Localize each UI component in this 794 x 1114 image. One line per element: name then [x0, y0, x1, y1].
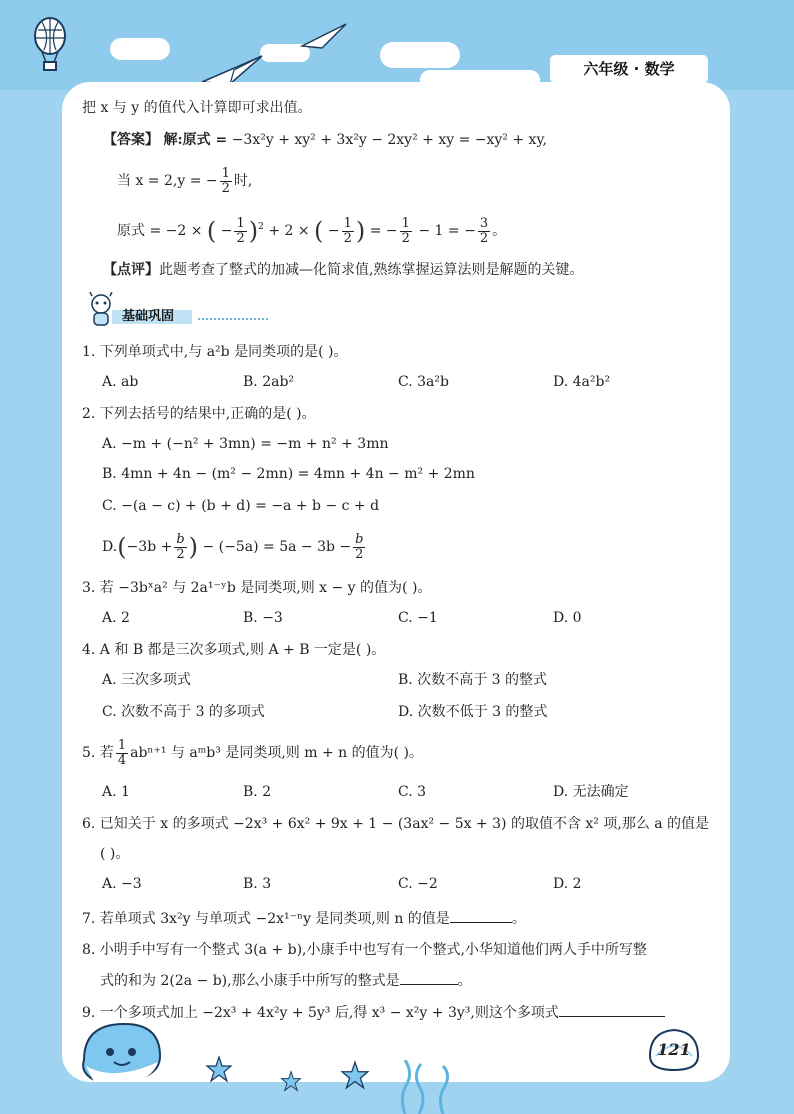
section-title-text: 基础巩固	[122, 309, 175, 324]
q4-option-a: A. 三次多项式	[102, 672, 192, 688]
q2-option-b: B. 4mn + 4n − (m² − 2mn) = 4mn + 4n − m² + 2mn	[102, 466, 475, 482]
answer-line	[103, 130, 547, 150]
answer-label: 【答案】	[103, 132, 159, 148]
answer-blank[interactable]	[559, 1002, 665, 1017]
comment-text: 此题考查了整式的加减—化简求值,熟练掌握运算法则是解题的关键。	[159, 262, 584, 278]
q6-option-c: C. −2	[398, 876, 438, 892]
fraction: $\frac{b}{2}$	[355, 531, 364, 562]
q6-option-b: B. 3	[243, 876, 272, 892]
q1-option-c: C. 3a²b	[398, 374, 449, 390]
fraction: $\frac{1}{2}$	[401, 215, 410, 246]
question-8-line1: 8. 小明手中写有一个整式 3(a + b),小康手中也写有一个整式,小华知道他们两人手中所写整	[82, 942, 647, 958]
q5-option-c: C. 3	[398, 784, 427, 800]
q2-option-a: A. −m + (−n² + 3mn) = −m + n² + 3mn	[102, 436, 389, 452]
q3-option-c: C. −1	[398, 610, 438, 626]
question-6-stem: 6. 已知关于 x 的多项式 −2x³ + 6x² + 9x + 1 − (3ax² − 5x + 3) 的取值不含 x² 项,那么 a 的值是	[82, 816, 710, 832]
grade-subject-badge: 六年级 · 数学	[550, 55, 708, 83]
question-1-stem: 1. 下列单项式中,与 a²b 是同类项的是( )。	[82, 344, 348, 360]
page-number: 121	[657, 1040, 691, 1059]
q4-option-c: C. 次数不高于 3 的多项式	[102, 704, 265, 720]
solution-intro: 把 x 与 y 的值代入计算即可求出值。	[82, 100, 312, 116]
q5-option-b: B. 2	[243, 784, 272, 800]
q6-option-d: D. 2	[553, 876, 582, 892]
fraction: $\frac{1}{2}$	[236, 215, 245, 246]
question-8-line2: 式的和为 2(2a − b),那么小康手中所写的整式是 。	[100, 970, 472, 991]
answer-blank[interactable]	[450, 908, 512, 923]
q1-option-a: A. ab	[102, 374, 139, 390]
q1-option-d: D. 4a²b²	[553, 374, 611, 390]
fraction: $\frac{3}{2}$	[479, 215, 489, 246]
q2-option-c: C. −(a − c) + (b + d) = −a + b − c + d	[102, 498, 380, 514]
q2-option-d: D.(−3b + $\frac{b}{2}$ ) − (−5a) = 5a − 3b − $\frac{b}{2}$	[102, 531, 364, 562]
comment-line	[103, 260, 583, 280]
q4-option-d: D. 次数不低于 3 的整式	[398, 704, 548, 720]
q3-option-b: B. −3	[243, 610, 283, 626]
question-9: 9. 一个多项式加上 −2x³ + 4x²y + 5y³ 后,得 x³ − x²y + 3y³,则这个多项式	[82, 1002, 665, 1023]
calculation-line: 原式 = −2 × ( − $\frac{1}{2}$ )$^2$ + 2 × ( − $\frac{1}{2}$ ) = − $\frac{1}{2}$ − 1 = − $\frac{3}{2}$ 。	[117, 215, 507, 246]
fraction: $\frac{b}{2}$	[176, 531, 185, 562]
q5-option-d: D. 无法确定	[553, 784, 629, 800]
comment-label: 【点评】	[103, 262, 159, 278]
q1-option-b: B. 2ab²	[243, 374, 295, 390]
q6-option-a: A. −3	[102, 876, 142, 892]
fraction: $\frac{1}{4}$	[117, 737, 127, 768]
section-title	[112, 306, 270, 328]
question-3-stem: 3. 若 −3bˣa² 与 2a¹⁻ʸb 是同类项,则 x − y 的值为( )。	[82, 580, 432, 596]
answer-blank[interactable]	[400, 970, 458, 985]
question-6-stem-cont: ( )。	[100, 846, 130, 862]
q4-option-b: B. 次数不高于 3 的整式	[398, 672, 547, 688]
answer-expression: −3x²y + xy² + 3x²y − 2xy² + xy = −xy² + xy,	[231, 132, 547, 148]
substitution-line: 当 x = 2,y = − $\frac{1}{2}$ 时,	[117, 165, 253, 196]
question-4-stem: 4. A 和 B 都是三次多项式,则 A + B 一定是( )。	[82, 642, 386, 658]
q5-option-a: A. 1	[102, 784, 130, 800]
question-2-stem: 2. 下列去括号的结果中,正确的是( )。	[82, 406, 316, 422]
answer-lead: 解:原式 =	[163, 132, 228, 148]
fraction: $\frac{1}{2}$	[221, 165, 230, 196]
question-5-stem: 5. 若 $\frac{1}{4}$ abⁿ⁺¹ 与 aᵐb³ 是同类项,则 m + n 的值为( )。	[82, 737, 423, 768]
fraction: $\frac{1}{2}$	[343, 215, 352, 246]
q3-option-d: D. 0	[553, 610, 582, 626]
q3-option-a: A. 2	[102, 610, 130, 626]
question-7: 7. 若单项式 3x²y 与单项式 −2x¹⁻ⁿy 是同类项,则 n 的值是 。	[82, 908, 526, 929]
